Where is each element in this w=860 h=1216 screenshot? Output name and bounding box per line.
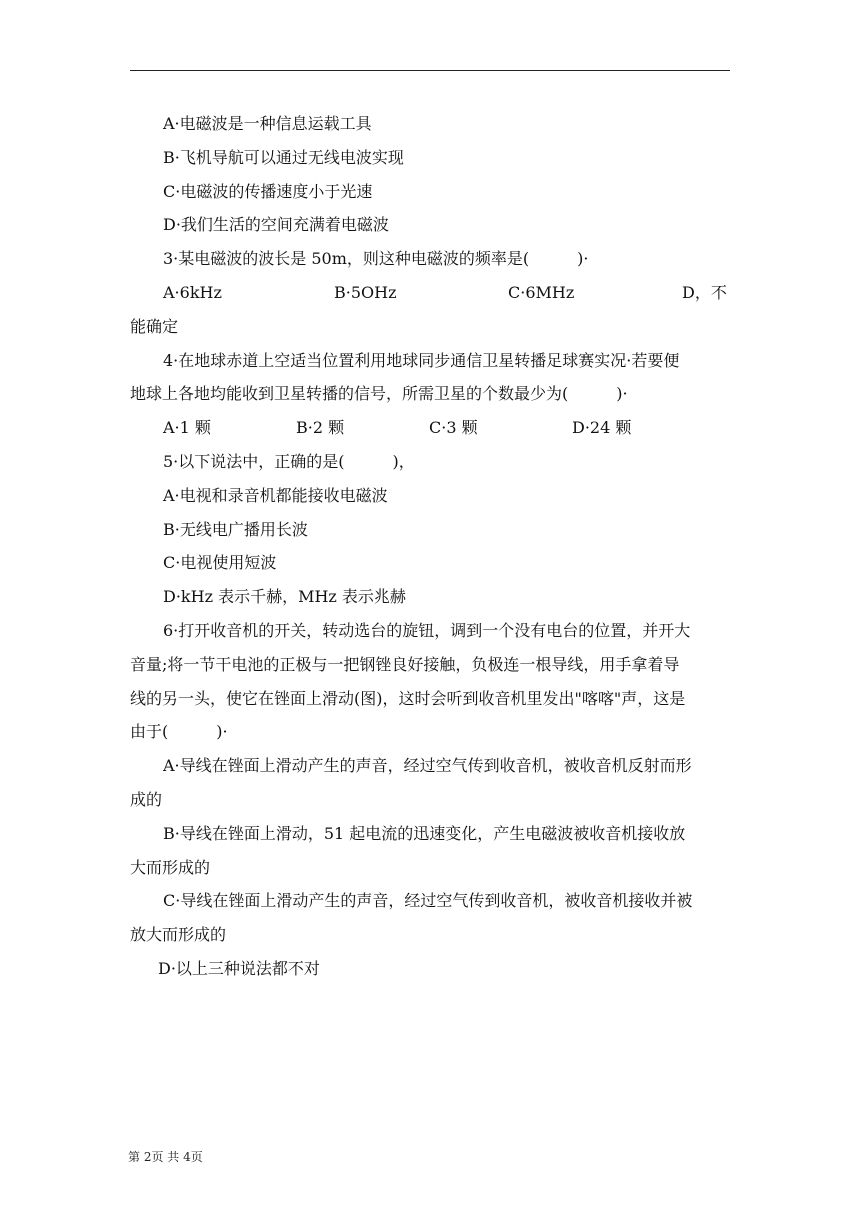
- q4-option-c: C·3 颗: [429, 418, 478, 438]
- q5-option-c: C·电视使用短波: [163, 553, 277, 573]
- q3-option-c: C·6MHz: [508, 282, 575, 302]
- q3-stem: 3·某电磁波的波长是 50m，则这种电磁波的频率是( )·: [163, 249, 589, 269]
- q6-stem-line3: 线的另一头，使它在锉面上滑动(图)，这时会听到收音机里发出"喀喀"声，这是: [130, 688, 686, 708]
- q5-option-b: B·无线电广播用长波: [163, 519, 308, 539]
- q3-options-row: [130, 276, 730, 310]
- q3-option-d-cont: 能确定: [130, 316, 179, 336]
- q6-option-b-line1: B·导线在锉面上滑动，51 起电流的迅速变化，产生电磁波被收音机接收放: [163, 823, 686, 843]
- q6-option-c-line1: C·导线在锉面上滑动产生的声音，经过空气传到收音机，被收音机接收并被: [163, 891, 693, 911]
- q3-option-b: B·5OHz: [334, 282, 397, 302]
- q5-stem: 5·以下说法中，正确的是( )，: [163, 451, 415, 471]
- q6-option-a-line2: 成的: [130, 789, 163, 809]
- q5-option-d: D·kHz 表示千赫，MHz 表示兆赫: [163, 587, 406, 607]
- q6-option-a-line1: A·导线在锉面上滑动产生的声音，经过空气传到收音机，被收音机反射而形: [163, 756, 692, 776]
- q4-option-a: A·1 颗: [163, 418, 211, 438]
- q2-option-b: B·飞机导航可以通过无线电波实现: [163, 147, 404, 167]
- q3-option-a: A·6kHz: [163, 282, 222, 302]
- header-rule: [130, 70, 730, 71]
- q2-option-c: C·电磁波的传播速度小于光速: [163, 181, 373, 201]
- q6-option-b-line2: 大而形成的: [130, 857, 211, 877]
- q4-option-d: D·24 颗: [572, 418, 632, 438]
- q6-option-c-line2: 放大而形成的: [130, 925, 227, 945]
- q4-stem-line2: 地球上各地均能收到卫星转播的信号，所需卫星的个数最少为( )·: [130, 384, 628, 404]
- q4-stem-line1: 4·在地球赤道上空适当位置利用地球同步通信卫星转播足球赛实况·若要便: [163, 350, 680, 370]
- q6-option-d: D·以上三种说法都不对: [158, 958, 320, 978]
- q5-option-a: A·电视和录音机都能接收电磁波: [163, 485, 388, 505]
- page-content: [130, 107, 730, 986]
- q2-option-a: A·电磁波是一种信息运载工具: [163, 114, 372, 133]
- page-footer: 第 2页 共 4页: [128, 1150, 203, 1164]
- q2-option-d: D·我们生活的空间充满着电磁波: [163, 215, 389, 235]
- q4-option-b: B·2 颗: [296, 418, 345, 438]
- q6-stem-line2: 音量;将一节干电池的正极与一把钢锉良好接触，负极连一根导线，用手拿着导: [130, 654, 680, 674]
- q3-option-d: D，不: [682, 282, 727, 302]
- q6-stem-line4: 由于( )·: [130, 722, 228, 742]
- q6-stem-line1: 6·打开收音机的开关，转动选台的旋钮，调到一个没有电台的位置，并开大: [163, 620, 691, 640]
- q4-options-row: [130, 411, 730, 445]
